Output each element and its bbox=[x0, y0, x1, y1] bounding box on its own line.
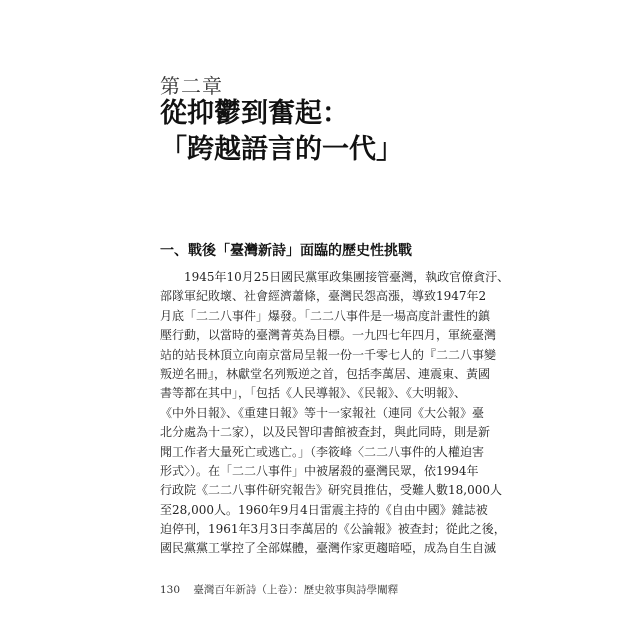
body-line: 月底「二二八事件」爆發。「二二八事件是一場高度計畫性的鎮 bbox=[160, 308, 491, 323]
body-line: 形式〉）。在「二二八事件」中被屠殺的臺灣民眾，依1994年 bbox=[160, 463, 479, 478]
body-line: 叛逆名冊』，林獻堂名列叛逆之首，包括李萬居、連震東、黃國 bbox=[160, 366, 491, 381]
body-line: 站的站長林頂立向南京當局呈報一份一千零七人的『二二八事變 bbox=[160, 347, 497, 362]
body-line: 迫停刊，1961年3月3日李萬居的《公論報》被查封；從此之後， bbox=[160, 522, 506, 537]
page-number: 130 bbox=[160, 584, 181, 596]
body-paragraph bbox=[160, 268, 510, 559]
body-line: 壓行動，以當時的臺灣菁英為目標。一九四七年四月，軍統臺灣 bbox=[160, 328, 497, 343]
chapter-title-line-2: 「跨越語言的一代」 bbox=[160, 134, 403, 165]
body-line: 聞工作者大量死亡或逃亡。」（李筱峰〈二二八事件的人權迫害 bbox=[160, 444, 485, 459]
body-line: 行政院《二二八事件研究報告》研究員推估，受難人數18,000人 bbox=[160, 483, 502, 498]
body-line: 國民黨黨工掌控了全部媒體，臺灣作家更趨暗啞，成為自生自滅 bbox=[160, 541, 497, 556]
body-line: 至28,000人。1960年9月4日雷震主持的《自由中國》雜誌被 bbox=[160, 502, 488, 517]
section-heading: 一、戰後「臺灣新詩」面臨的歷史性挑戰 bbox=[160, 243, 412, 259]
body-line: 北分處為十二家），以及民智印書館被查封，與此同時，則是新 bbox=[160, 425, 491, 440]
body-line: 部隊軍紀敗壞、社會經濟蕭條，臺灣民怨高漲，導致1947年2 bbox=[160, 289, 487, 304]
body-line: 《中外日報》、《重建日報》等十一家報社（連同《大公報》臺 bbox=[160, 405, 485, 420]
running-title: 臺灣百年新詩（上卷）：歷史敘事與詩學闡釋 bbox=[193, 584, 399, 596]
chapter-label: 第二章 bbox=[160, 74, 223, 98]
chapter-title bbox=[160, 96, 403, 168]
page-footer bbox=[160, 582, 408, 597]
body-line: 1945年10月25日國民黨軍政集團接管臺灣，執政官僚貪汙、 bbox=[184, 270, 510, 284]
chapter-title-line-1: 從抑鬱到奮起： bbox=[160, 98, 349, 129]
body-line: 書等都在其中」，「包括《人民導報》、《民報》、《大明報》、 bbox=[160, 386, 467, 401]
